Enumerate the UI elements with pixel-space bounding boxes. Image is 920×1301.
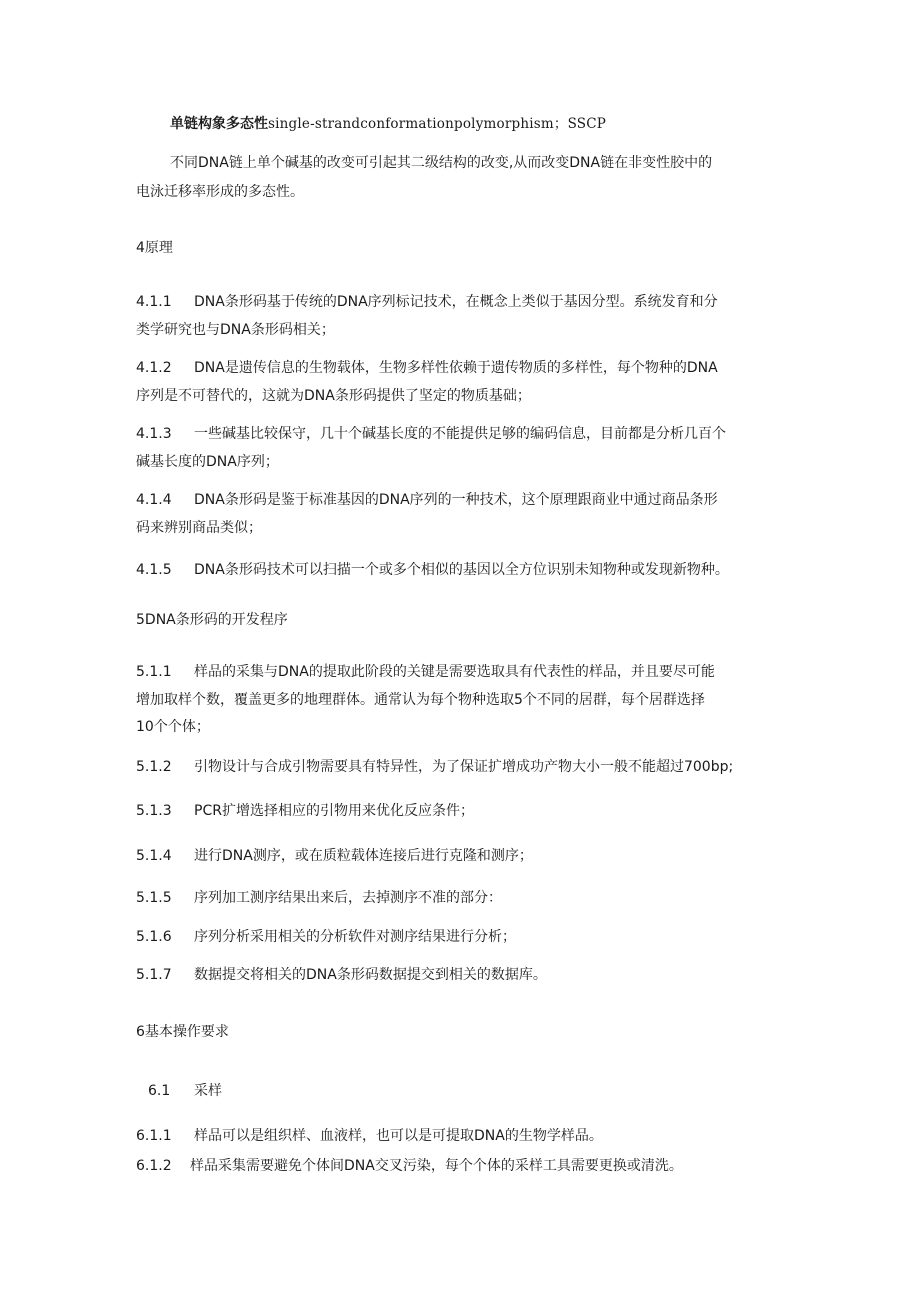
clause-number: 5.1.6 [136, 929, 172, 945]
clause-number: 5.1.2 [136, 759, 172, 775]
clause-item [136, 757, 733, 777]
section-heading: 5DNA条形码的开发程序 [136, 612, 288, 628]
clause-text: 序列加工测序结果出来后，去掉测序不准的部分： [194, 890, 502, 906]
clause-number: 5.1.4 [136, 848, 172, 864]
clause-text: 序列分析采用相关的分析软件对测序结果进行分析； [194, 929, 516, 945]
clause-item [136, 888, 502, 908]
clause-item [136, 801, 474, 821]
clause-text: 样品的采集与DNA的提取此阶段的关键是需要选取具有代表性的样品，并且要尽可能 [194, 664, 715, 680]
clause-text: 样品可以是组织样、血液样，也可以是可提取DNA的生物学样品。 [194, 1128, 603, 1144]
section-heading: 6基本操作要求 [136, 1024, 229, 1040]
clause-number: 4.1.1 [136, 294, 172, 310]
clause-number: 4.1.2 [136, 360, 172, 376]
subsection-number: 6.1 [148, 1083, 171, 1099]
term-chinese: 单链构象多态性 [170, 116, 268, 132]
clause-text-continued: 类学研究也与DNA条形码相关； [136, 322, 335, 338]
subsection-label: 采样 [194, 1083, 222, 1099]
definition-term [170, 114, 606, 134]
clause-text: PCR扩增选择相应的引物用来优化反应条件； [194, 803, 474, 819]
clause-number: 5.1.3 [136, 803, 172, 819]
clause-item [136, 490, 718, 510]
clause-number: 6.1.1 [136, 1128, 172, 1144]
clause-item [136, 1126, 603, 1146]
clause-text-continued: 码来辨别商品类似； [136, 520, 262, 536]
section-heading: 4原理 [136, 240, 173, 256]
clause-text: 样品采集需要避免个体间DNA交叉污染，每个个体的采样工具需要更换或清洗。 [190, 1158, 683, 1174]
clause-number: 5.1.5 [136, 890, 172, 906]
clause-text: DNA条形码基于传统的DNA序列标记技术，在概念上类似于基因分型。系统发育和分 [194, 294, 718, 310]
clause-text: 一些碱基比较保守，几十个碱基长度的不能提供足够的编码信息，目前都是分析几百个 [194, 426, 726, 442]
clause-item [136, 292, 718, 312]
definition-text-line: 不同DNA链上单个碱基的改变可引起其二级结构的改变,从而改变DNA链在非变性胶中的 [170, 155, 713, 171]
clause-text: DNA是遗传信息的生物载体，生物多样性依赖于遗传物质的多样性，每个物种的DNA [194, 360, 718, 376]
clause-item [136, 965, 547, 985]
clause-item [136, 1156, 683, 1176]
clause-number: 5.1.1 [136, 664, 172, 680]
clause-text-continued: 增加取样个数，覆盖更多的地理群体。通常认为每个物种选取5个不同的居群，每个居群选择 [136, 692, 705, 708]
clause-text: 进行DNA测序，或在质粒载体连接后进行克隆和测序； [194, 848, 533, 864]
clause-item [136, 560, 729, 580]
clause-text-continued: 10个个体； [136, 719, 210, 735]
clause-text: 数据提交将相关的DNA条形码数据提交到相关的数据库。 [194, 967, 547, 983]
clause-item [136, 358, 718, 378]
clause-text: 引物设计与合成引物需要具有特异性，为了保证扩增成功产物大小一般不能超过700bp; [194, 759, 734, 775]
clause-number: 4.1.3 [136, 426, 172, 442]
subsection-heading [148, 1081, 222, 1101]
clause-number: 4.1.4 [136, 492, 172, 508]
clause-item [136, 927, 516, 947]
clause-text-continued: 序列是不可替代的，这就为DNA条形码提供了坚定的物质基础； [136, 388, 531, 404]
definition-text-line: 电泳迁移率形成的多态性。 [136, 184, 304, 200]
clause-number: 4.1.5 [136, 562, 172, 578]
clause-item [136, 424, 726, 444]
term-english: single-strandconformationpolymorphism；SSCP [268, 116, 607, 132]
clause-item [136, 662, 715, 682]
clause-text-continued: 碱基长度的DNA序列； [136, 454, 279, 470]
clause-number: 5.1.7 [136, 967, 172, 983]
clause-text: DNA条形码技术可以扫描一个或多个相似的基因以全方位识别未知物种或发现新物种。 [194, 562, 729, 578]
clause-text: DNA条形码是鉴于标准基因的DNA序列的一种技术，这个原理跟商业中通过商品条形 [194, 492, 718, 508]
clause-number: 6.1.2 [136, 1158, 172, 1174]
clause-item [136, 846, 533, 866]
